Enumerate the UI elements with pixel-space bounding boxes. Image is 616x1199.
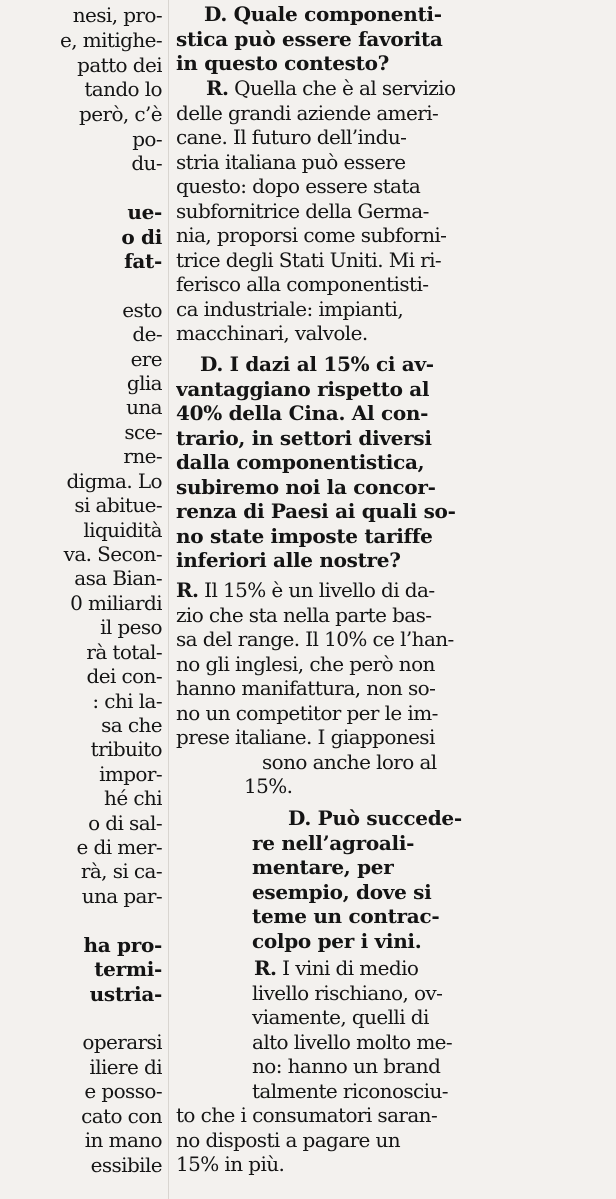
- left-column-cropped: [0, 0, 162, 1199]
- left-column-line: tando lo: [84, 77, 162, 101]
- question-line: stica può essere favorita: [176, 26, 443, 51]
- question-line: no state imposte tariffe: [176, 523, 433, 548]
- left-column-line: operarsi: [82, 1030, 162, 1054]
- left-column-line: dei con-: [86, 664, 162, 688]
- question-line: re nell’agroali-: [252, 830, 415, 855]
- question-line: esempio, dove si: [252, 879, 432, 904]
- left-column-line: iliere di: [89, 1055, 162, 1079]
- question-line: D. Può succede-: [288, 806, 462, 830]
- left-column-line: nesi, pro-: [72, 3, 162, 27]
- answer-line: cane. Il futuro dell’indu-: [176, 125, 407, 149]
- left-column-line: cato con: [81, 1104, 162, 1128]
- question-line: D. Quale componenti-: [204, 2, 442, 26]
- answer-line: no un competitor per le im-: [176, 700, 438, 725]
- question-line: dalla componentistica,: [176, 450, 425, 474]
- answer-line: to che i consumatori saran-: [176, 1103, 438, 1127]
- left-column-line: ustria-: [89, 982, 162, 1006]
- answer-line: trice degli Stati Uniti. Mi ri-: [176, 247, 442, 272]
- answer-line: ca industriale: impianti,: [176, 296, 404, 321]
- answer-line-text: I vini di medio: [282, 956, 419, 980]
- left-column-line: rne-: [123, 444, 162, 468]
- answer-line: prese italiane. I giapponesi: [176, 725, 435, 749]
- left-column-line: glia: [126, 371, 162, 395]
- answer-line: 15% in più.: [176, 1152, 285, 1176]
- answer-line: hanno manifattura, non so-: [176, 676, 436, 700]
- left-column-line: rà, si ca-: [80, 859, 162, 883]
- question-line: mentare, per: [252, 855, 394, 879]
- answer-line: no gli inglesi, che però non: [176, 651, 435, 676]
- left-column-line: hé chi: [104, 786, 162, 810]
- question-line: subiremo noi la concor-: [176, 474, 436, 499]
- answer-line: stria italiana può essere: [176, 149, 406, 174]
- left-column-line: ue-: [127, 200, 162, 224]
- left-column-line: in mano: [84, 1128, 162, 1152]
- answer-line: alto livello molto me-: [252, 1029, 453, 1054]
- answer-line: sono anche loro al: [262, 749, 437, 774]
- answer-line: no disposti a pagare un: [176, 1127, 401, 1152]
- answer-line: nia, proporsi come subforni-: [176, 223, 447, 247]
- answer-line-text: Quella che è al servizio: [234, 76, 456, 100]
- left-column-line: una par-: [81, 884, 162, 908]
- left-column-line: tribuito: [90, 737, 162, 761]
- left-column-line: liquidità: [83, 518, 162, 542]
- answer-line: questo: dopo essere stata: [176, 174, 421, 198]
- answer-line: delle grandi aziende ameri-: [176, 100, 439, 125]
- left-column-line: : chi la-: [92, 689, 162, 713]
- left-column-line: va. Secon-: [63, 542, 162, 566]
- question-line: colpo per i vini.: [252, 928, 422, 953]
- interview-column: [176, 0, 608, 1199]
- left-column-line: esto: [122, 298, 162, 322]
- left-column-line: il peso: [100, 615, 162, 639]
- question-line: renza di Paesi ai quali so-: [176, 499, 456, 523]
- answer-lead-marker: R.: [254, 956, 277, 980]
- left-column-line: du-: [131, 151, 162, 175]
- question-line: vantaggiano rispetto al: [176, 376, 430, 401]
- left-column-line: asa Bian-: [74, 566, 162, 590]
- left-column-line: ere: [130, 347, 162, 371]
- left-column-line: patto dei: [77, 53, 162, 77]
- answer-line: talmente riconosciu-: [252, 1078, 448, 1103]
- left-column-line: po-: [132, 127, 162, 151]
- left-column-line: o di: [121, 225, 162, 249]
- left-column-line: e posso-: [84, 1079, 162, 1103]
- left-column-line: una: [126, 395, 162, 419]
- answer-line: ferisco alla componentisti-: [176, 272, 429, 296]
- left-column-line: digma. Lo: [66, 469, 162, 493]
- question-line: in questo contesto?: [176, 51, 390, 75]
- answer-lead-marker: R.: [176, 578, 199, 602]
- left-column-line: si abitue-: [74, 493, 162, 517]
- left-column-line: 0 miliardi: [70, 591, 162, 615]
- answer-line: viamente, quelli di: [252, 1005, 429, 1029]
- answer-line: 15%.: [244, 774, 293, 798]
- question-line: inferiori alle nostre?: [176, 548, 401, 572]
- left-column-line: però, c’è: [79, 102, 162, 126]
- answer-line: no: hanno un brand: [252, 1054, 441, 1078]
- left-column-line: impor-: [99, 762, 162, 786]
- answer-line: [254, 956, 418, 981]
- answer-line: livello rischiano, ov-: [252, 980, 443, 1005]
- column-divider: [168, 0, 169, 1199]
- answer-line: sa del range. Il 10% ce l’han-: [176, 627, 454, 651]
- left-column-line: o di sal-: [88, 811, 162, 835]
- left-column-line: sa che: [101, 713, 162, 737]
- answer-line: subfornitrice della Germa-: [176, 198, 429, 223]
- left-column-line: e, mitighe-: [59, 28, 162, 52]
- question-line: 40% della Cina. Al con-: [176, 401, 429, 425]
- question-line: trario, in settori diversi: [176, 425, 432, 450]
- answer-line: [206, 76, 455, 101]
- answer-line: zio che sta nella parte bas-: [176, 602, 432, 627]
- question-line: D. I dazi al 15% ci av-: [200, 352, 434, 376]
- left-column-line: essibile: [90, 1153, 162, 1177]
- left-column-line: de-: [132, 322, 162, 346]
- left-column-line: ha pro-: [83, 933, 162, 957]
- left-column-line: sce-: [124, 420, 162, 444]
- answer-line: [176, 578, 435, 603]
- answer-line-text: Il 15% è un livello di da-: [204, 578, 435, 602]
- left-column-line: termi-: [94, 957, 162, 981]
- left-column-line: fat-: [124, 249, 162, 273]
- answer-line: macchinari, valvole.: [176, 321, 368, 345]
- answer-lead-marker: R.: [206, 76, 229, 100]
- left-column-line: e di mer-: [76, 835, 162, 859]
- question-line: teme un contrac-: [252, 904, 440, 928]
- left-column-line: rà total-: [86, 640, 162, 664]
